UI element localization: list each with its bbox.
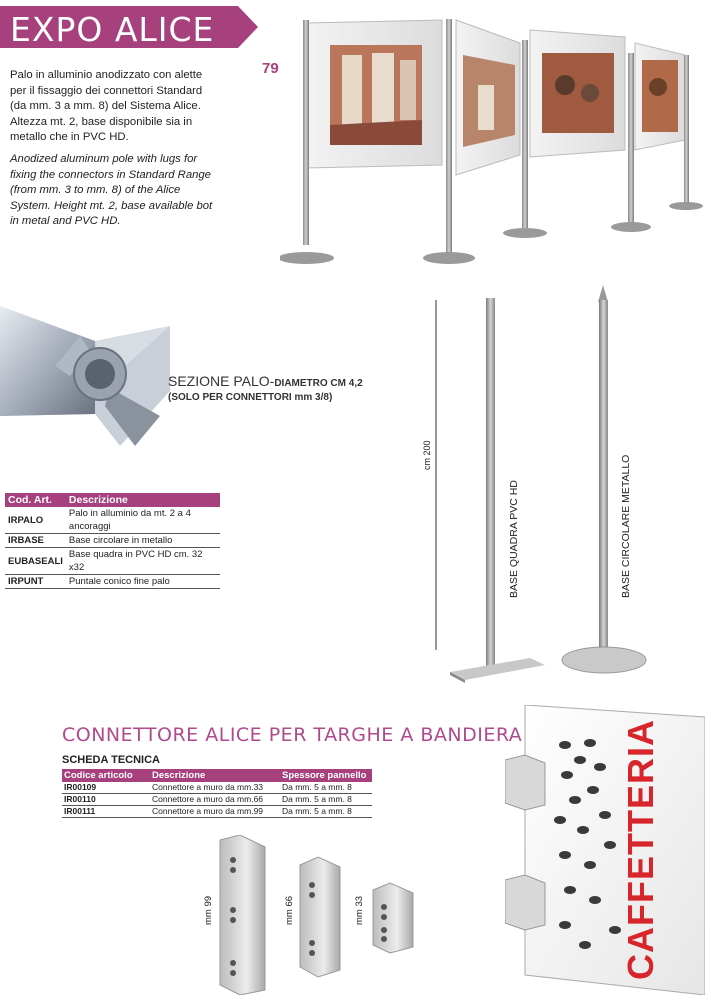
row-description: Palo in alluminio da mt. 2 a 4 ancoraggi — [66, 507, 220, 534]
table-row — [5, 534, 220, 548]
section-title — [168, 373, 363, 389]
poles-image — [420, 280, 670, 690]
exhibit-panels-image — [280, 15, 710, 275]
sign-text: CAFFETTERIA — [620, 719, 661, 980]
row-description: Puntale conico fine palo — [66, 575, 220, 589]
connector-title: CONNETTORE ALICE PER TARGHE A BANDIERA — [62, 724, 523, 746]
description-italian: Palo in alluminio anodizzato con alette per il fissaggio dei connettori Standard (da mm. 3 a mm. 8) del Sistema Alice. Altezza mt. 2, base disponibile sia in metallo che in PVC HD. — [10, 69, 203, 143]
table-header-row — [5, 493, 220, 507]
table-row — [5, 548, 220, 575]
height-label: cm 200 — [422, 440, 432, 470]
connector-brackets-image — [195, 835, 425, 995]
table-header-row — [62, 769, 372, 782]
header-spessore: Spessore pannello — [280, 769, 372, 782]
table-row — [62, 782, 372, 794]
title-banner — [0, 6, 258, 48]
row-description: Base quadra in PVC HD cm. 32 x32 — [66, 548, 220, 575]
row-description: Connettore a muro da mm.33 — [150, 782, 280, 794]
size-label-66: mm 66 — [284, 895, 295, 925]
caffetteria-sign — [505, 705, 705, 995]
pole-section-image — [0, 296, 170, 456]
row-code: IR00111 — [62, 806, 150, 818]
page-number: 79 — [262, 60, 279, 77]
code-table — [5, 493, 220, 589]
row-spessore: Da mm. 5 a mm. 8 — [280, 782, 372, 794]
row-code: IR00109 — [62, 782, 150, 794]
table-row — [62, 794, 372, 806]
pole-label-metal: BASE CIRCOLARE METALLO — [620, 454, 632, 598]
row-code: IRPALO — [5, 507, 66, 534]
connector-table — [62, 769, 372, 818]
pole-label-pvc: BASE QUADRA PVC HD — [508, 480, 520, 598]
description-english: Anodized aluminum pole with lugs for fixing the connectors in Standard Range (from mm. 3 to mm. 8) of the Alice System. Height mt. 2, base available bot in metal and PVC HD. — [10, 153, 213, 227]
table-row — [5, 575, 220, 589]
sign-image — [505, 705, 705, 995]
row-spessore: Da mm. 5 a mm. 8 — [280, 806, 372, 818]
row-spessore: Da mm. 5 a mm. 8 — [280, 794, 372, 806]
row-code: IRBASE — [5, 534, 66, 548]
table-row — [5, 507, 220, 534]
row-description: Base circolare in metallo — [66, 534, 220, 548]
row-code: IR00110 — [62, 794, 150, 806]
header-code: Cod. Art. — [5, 493, 66, 507]
header-description: Descrizione — [66, 493, 220, 507]
section-note: (SOLO PER CONNETTORI mm 3/8) — [168, 392, 333, 403]
section-diameter: DIAMETRO CM 4,2 — [274, 378, 363, 389]
header-descrizione: Descrizione — [150, 769, 280, 782]
size-label-99: mm 99 — [203, 895, 214, 925]
section-title-text: SEZIONE PALO- — [168, 373, 275, 389]
scheda-title: SCHEDA TECNICA — [62, 754, 160, 766]
header-codice: Codice articolo — [62, 769, 150, 782]
row-description: Connettore a muro da mm.66 — [150, 794, 280, 806]
size-label-33: mm 33 — [354, 895, 365, 925]
table-row — [62, 806, 372, 818]
page-title: EXPO ALICE — [10, 10, 215, 49]
row-code: EUBASEALI — [5, 548, 66, 575]
row-description: Connettore a muro da mm.99 — [150, 806, 280, 818]
row-code: IRPUNT — [5, 575, 66, 589]
